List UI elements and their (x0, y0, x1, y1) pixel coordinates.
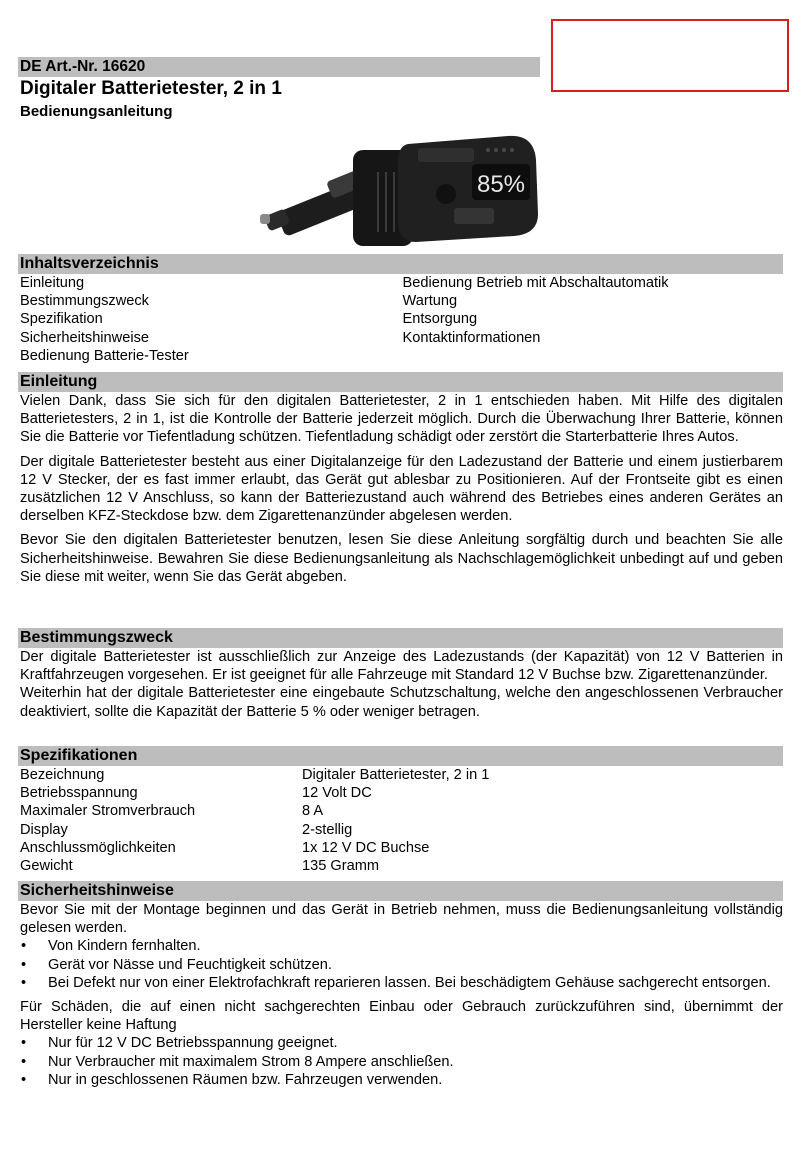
spec-value: 8 A (302, 803, 324, 820)
toc-item: Kontaktinformationen (402, 329, 541, 346)
red-stamp-box (551, 19, 789, 92)
list-item: • Nur für 12 V DC Betriebsspannung geeignet. (18, 1034, 783, 1052)
toc-heading: Inhaltsverzeichnis (18, 254, 783, 274)
bestimmungszweck-section (18, 628, 783, 721)
spec-value: Digitaler Batterietester, 2 in 1 (302, 767, 490, 783)
einleitung-heading: Einleitung (18, 372, 783, 392)
spec-row (18, 821, 783, 839)
product-photo (258, 122, 542, 252)
bestimmungszweck-paragraph: Der digitale Batterietester ist ausschließlich zur Anzeige des Ladezustands (der Kapazität) von 12 V Batterien in Kraftfahrzeugen vorgesehen. Er ist geeignet für alle Fahrzeuge mit Standard 12 V Buchse bzw. Zigarettenanzünder. (20, 649, 783, 684)
spec-key: Anschlussmöglichkeiten (20, 839, 176, 856)
spec-row (18, 802, 783, 820)
toc-item: Bedienung Betrieb mit Abschaltautomatik (402, 275, 669, 291)
safety-list (18, 937, 783, 992)
toc-item: Bedienung Batterie-Tester (20, 347, 189, 364)
spec-row (18, 766, 783, 784)
sicherheit-paragraph: Für Schäden, die auf einen nicht sachgerechten Einbau oder Gebrauch zurückzuführen sind, übernimmt der Hersteller keine Haftung (20, 999, 783, 1034)
document-subtitle: Bedienungsanleitung (20, 103, 173, 120)
spec-key: Display (20, 821, 68, 838)
einleitung-paragraph: Der digitale Batterietester besteht aus einer Digitalanzeige für den Ladezustand der Batterie und einem justierbarem 12 V Stecker, der es fast immer erlaubt, das Gerät gut ablesbar zu Positionieren. Auf der Frontseite gibt es einen zusätzlichen 12 V Anschluss, so kann der Batteriezustand auch während des Betriebes eines anderen Gerätes an derselben KFZ-Steckdose bzw. dem Zigarettenanzünder abgelesen werden. (20, 453, 783, 525)
article-number-bar (18, 57, 540, 77)
einleitung-paragraph: Bevor Sie den digitalen Batterietester benutzen, lesen Sie diese Anleitung sorgfältig durch und beachten Sie alle Sicherheitshinweise. Bewahren Sie diese Bedienungsanleitung als Nachschlagemöglichkeit unbedingt auf und geben Sie diese mit weiter, wenn Sie das Gerät abgeben. (20, 532, 783, 585)
einleitung-paragraph: Vielen Dank, dass Sie sich für den digitalen Batterietester, 2 in 1 entschieden haben. Mit Hilfe des digitalen Batterietesters, 2 in 1, ist die Kontrolle der Batterie jederzeit möglich. Durch die Überwachung Ihrer Batterie, können Sie die Batterie vor Tiefentladung schützen. Tiefentladung schädigt oder zerstört die Starterbatterie Ihres Autos. (20, 393, 783, 446)
spec-row (18, 784, 783, 802)
spec-key: Maximaler Stromverbrauch (20, 803, 196, 820)
sicherheit-heading: Sicherheitshinweise (18, 881, 783, 901)
toc-item: Bestimmungszweck (20, 293, 149, 310)
einleitung-section (18, 372, 783, 586)
list-item: • Gerät vor Nässe und Feuchtigkeit schützen. (18, 956, 783, 974)
spezifikationen-heading: Spezifikationen (18, 746, 783, 766)
spec-key: Betriebsspannung (20, 785, 138, 802)
spec-value: 135 Gramm (302, 858, 380, 875)
spec-row (18, 839, 783, 857)
bestimmungszweck-heading: Bestimmungszweck (18, 628, 783, 648)
spec-key: Bezeichnung (20, 767, 105, 783)
spezifikationen-section (18, 746, 783, 875)
article-number: DE Art.-Nr. 16620 (20, 58, 146, 75)
spec-value: 12 Volt DC (302, 785, 372, 802)
document-title: Digitaler Batterietester, 2 in 1 (20, 78, 282, 99)
safety-list (18, 1034, 783, 1089)
toc-right-column (401, 274, 784, 365)
list-item: • Nur Verbraucher mit maximalem Strom 8 Ampere anschließen. (18, 1053, 783, 1071)
list-item: • Von Kindern fernhalten. (18, 937, 783, 955)
list-item: • Nur in geschlossenen Räumen bzw. Fahrzeugen verwenden. (18, 1071, 783, 1089)
sicherheit-intro: Bevor Sie mit der Montage beginnen und das Gerät in Betrieb nehmen, muss die Bedienungsanleitung vollständig gelesen werden. (20, 902, 783, 937)
display-reading: 85% (476, 171, 526, 198)
spec-key: Gewicht (20, 858, 73, 875)
toc-left-column (18, 274, 401, 365)
toc-section (18, 254, 783, 365)
specs-table (18, 766, 783, 875)
toc-item: Spezifikation (20, 311, 103, 328)
bestimmungszweck-paragraph: Weiterhin hat der digitale Batterietester eine eingebaute Schutzschaltung, welche den angeschlossenen Verbraucher deaktiviert, sollte die Kapazität der Batterie 5 % oder weniger betragen. (20, 685, 783, 720)
toc-item: Wartung (402, 293, 458, 310)
list-item: • Bei Defekt nur von einer Elektrofachkraft reparieren lassen. Bei beschädigtem Gehäuse sachgerecht entsorgen. (18, 974, 783, 992)
toc-item: Einleitung (20, 275, 85, 291)
spec-value: 2-stellig (302, 821, 353, 838)
spec-value: 1x 12 V DC Buchse (302, 839, 430, 856)
toc-item: Sicherheitshinweise (20, 329, 149, 346)
toc-item: Entsorgung (402, 311, 478, 328)
spec-row (18, 857, 783, 875)
sicherheit-section (18, 881, 783, 1089)
